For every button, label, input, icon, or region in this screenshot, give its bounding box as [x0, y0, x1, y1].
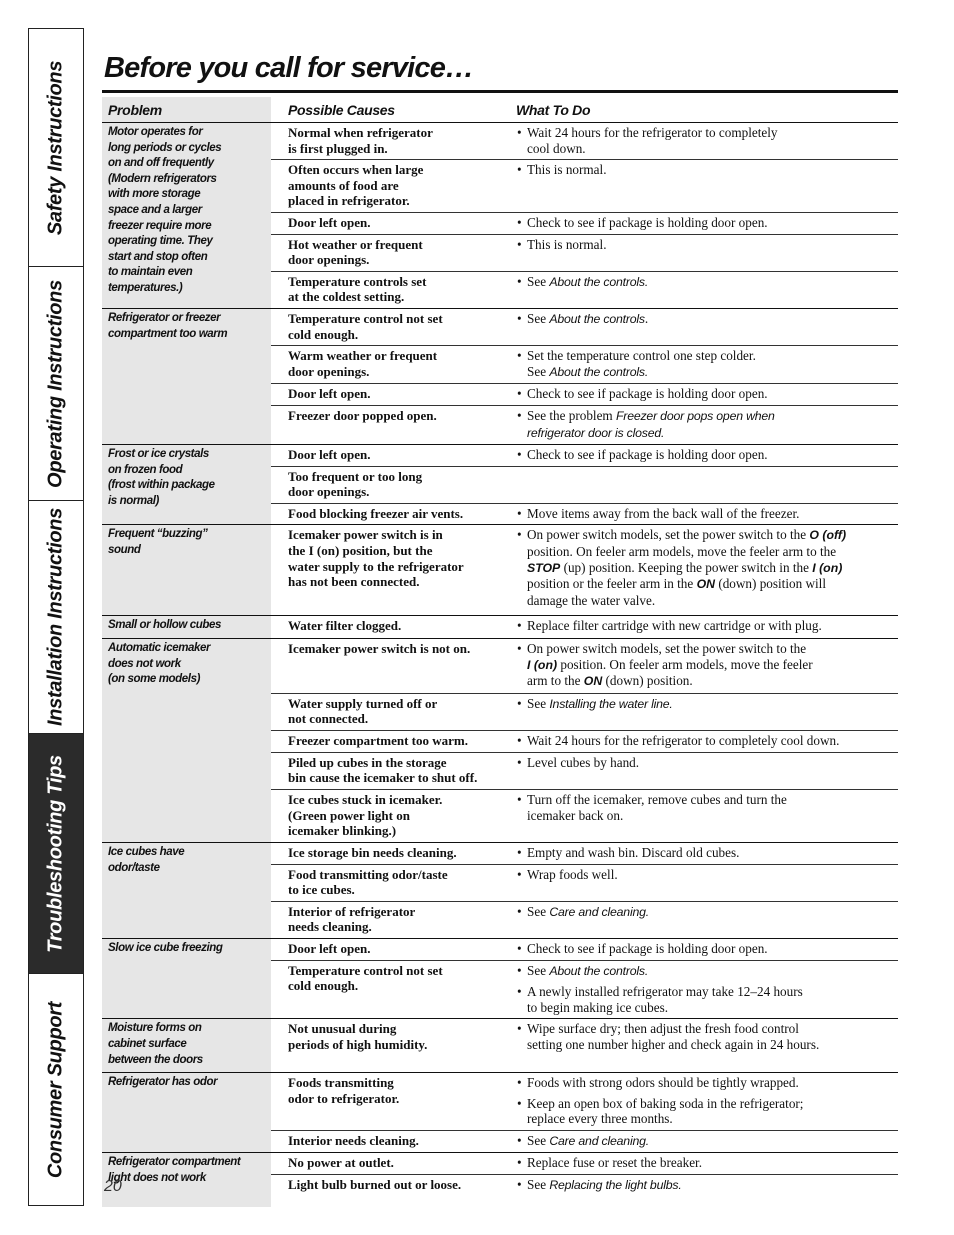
- problem-label: Frequent “buzzing” sound: [108, 528, 208, 557]
- table-row: [271, 961, 898, 1019]
- what-to-do: [499, 843, 898, 864]
- cause-rows: [271, 939, 898, 1018]
- remedy-text: This is normal.: [527, 162, 607, 178]
- remedy-text: Level cubes by hand.: [527, 754, 640, 770]
- problem-label: Moisture forms on cabinet surface between the doors: [108, 1022, 203, 1066]
- remedy-text: See: [527, 903, 550, 919]
- table-body: [102, 123, 898, 1197]
- what-to-do: [499, 1175, 898, 1197]
- remedy-text: Check to see if package is holding door open.: [527, 940, 768, 956]
- remedy-bullet: [517, 348, 898, 380]
- remedy-bullet: [517, 696, 898, 713]
- problem-label: Slow ice cube freezing: [108, 941, 223, 954]
- table-row: [271, 525, 898, 615]
- remedy-text: Empty and wash bin. Discard old cubes.: [527, 844, 740, 860]
- what-to-do: [499, 445, 898, 466]
- what-to-do: [499, 616, 898, 637]
- remedy-bullet: [517, 1075, 898, 1091]
- possible-cause: Ice storage bin needs cleaning.: [288, 844, 457, 860]
- remedy-bullet: [517, 904, 898, 921]
- tab-label: Operating Instructions: [44, 279, 67, 488]
- table-row: [271, 1153, 898, 1175]
- cause-rows: [271, 445, 898, 524]
- problem-group: [102, 1019, 898, 1073]
- table-row: [271, 639, 898, 694]
- remedy-bullet: [517, 1021, 898, 1052]
- cause-rows: [271, 843, 898, 938]
- header-problem: Problem: [108, 102, 162, 118]
- remedy-text: Replace fuse or reset the breaker.: [527, 1155, 703, 1171]
- possible-cause: Hot weather or frequent door openings.: [288, 236, 423, 268]
- remedy-bullet: [517, 755, 898, 771]
- table-row: [271, 272, 898, 308]
- header-what-to-do: What To Do: [516, 102, 591, 118]
- what-to-do: [499, 939, 898, 960]
- remedy-bullet: [517, 274, 898, 291]
- remedy-text: See: [527, 695, 550, 711]
- table-row: [271, 843, 898, 865]
- what-to-do: [499, 961, 898, 1019]
- possible-cause: Icemaker power switch is not on.: [288, 641, 471, 657]
- possible-cause: Too frequent or too long door openings.: [288, 468, 423, 500]
- table-row: [271, 694, 898, 731]
- tab-label: Safety Instructions: [44, 60, 67, 235]
- possible-cause: Door left open.: [288, 214, 371, 230]
- what-to-do: [499, 384, 898, 405]
- emphasis-text: ON: [696, 577, 716, 592]
- remedy-bullet: [517, 162, 898, 178]
- remedy-text: Move items away from the back wall of the freezer.: [527, 505, 800, 521]
- possible-cause: Temperature controls set at the coldest setting.: [288, 273, 427, 305]
- cause-rows: [271, 1153, 898, 1196]
- remedy-bullet: [517, 867, 898, 883]
- title-rule: [102, 90, 898, 93]
- emphasis-text: O (off): [809, 528, 847, 543]
- possible-cause: Light bulb burned out or loose.: [288, 1177, 462, 1193]
- what-to-do: [499, 160, 898, 212]
- what-to-do: [499, 1073, 898, 1130]
- what-to-do: [499, 865, 898, 901]
- what-to-do: [499, 753, 898, 790]
- remedy-text: Wipe surface dry; then adjust the fresh food control setting one number higher and check again in 24 hours.: [527, 1021, 820, 1052]
- remedy-bullet: [517, 527, 898, 608]
- possible-cause: Foods transmitting odor to refrigerator.: [288, 1075, 400, 1106]
- possible-cause: Temperature control not set cold enough.: [288, 962, 443, 994]
- what-to-do: [499, 309, 898, 345]
- remedy-text: Foods with strong odors should be tightly wrapped.: [527, 1075, 799, 1091]
- what-to-do: [499, 235, 898, 271]
- what-to-do: [499, 1019, 898, 1069]
- table-row: [271, 1019, 898, 1069]
- table-row: [271, 346, 898, 384]
- table-row: [271, 235, 898, 272]
- remedy-bullet: [517, 733, 898, 749]
- possible-cause: Freezer compartment too warm.: [288, 733, 468, 748]
- possible-cause: Warm weather or frequent door openings.: [288, 348, 438, 379]
- emphasis-text: Replacing the light bulbs.: [549, 1178, 682, 1193]
- what-to-do: [499, 504, 898, 525]
- tab-operating-instructions[interactable]: [29, 267, 83, 501]
- emphasis-text: Care and cleaning.: [549, 904, 649, 919]
- table-row: [271, 616, 898, 637]
- emphasis-text: I (on): [527, 657, 558, 672]
- problem-group: [102, 525, 898, 616]
- table-row: [271, 504, 898, 525]
- what-to-do: [499, 694, 898, 730]
- problem-group: [102, 1073, 898, 1153]
- what-to-do: [499, 902, 898, 938]
- remedy-bullet: [517, 1155, 898, 1171]
- remedy-text: Check to see if package is holding door open.: [527, 447, 768, 463]
- remedy-bullet: [517, 408, 898, 441]
- problem-group: [102, 1153, 898, 1196]
- remedy-text: On power switch models, set the power switch to the: [527, 527, 810, 543]
- cause-rows: [271, 639, 898, 842]
- remedy-text: Turn off the icemaker, remove cubes and turn the icemaker back on.: [527, 792, 787, 823]
- possible-cause: Interior needs cleaning.: [288, 1132, 419, 1148]
- possible-cause: No power at outlet.: [288, 1155, 394, 1171]
- cause-rows: [271, 525, 898, 615]
- what-to-do: [499, 525, 898, 615]
- emphasis-text: About the controls.: [549, 364, 649, 379]
- possible-cause: Food transmitting odor/taste to ice cubes.: [288, 866, 448, 898]
- emphasis-text: STOP: [527, 560, 561, 575]
- remedy-text: See: [527, 310, 550, 326]
- possible-cause: Piled up cubes in the storage bin cause the icemaker to shut off.: [288, 754, 478, 786]
- what-to-do: [499, 213, 898, 234]
- remedy-text: Wait 24 hours for the refrigerator to completely cool down.: [527, 733, 840, 748]
- table-row: [271, 467, 898, 504]
- table-row: [271, 731, 898, 753]
- troubleshooting-table: [102, 97, 898, 1197]
- remedy-bullet: [517, 447, 898, 463]
- what-to-do: [499, 467, 898, 503]
- remedy-text: (down) position.: [602, 673, 693, 689]
- remedy-text: See: [527, 962, 550, 978]
- remedy-text: Keep an open box of baking soda in the refrigerator; replace every three months.: [527, 1095, 804, 1127]
- table-row: [271, 1131, 898, 1153]
- possible-cause: Interior of refrigerator needs cleaning.: [288, 903, 416, 935]
- tab-installation-instructions[interactable]: [29, 501, 83, 734]
- possible-cause: Door left open.: [288, 940, 371, 956]
- remedy-text: position. On feeler arm models, move the feeler arm to the: [527, 656, 813, 689]
- possible-cause: Icemaker power switch is in the I (on) position, but the water supply to the refrigerator has not been connected.: [288, 527, 464, 590]
- remedy-text: (down) position will damage the water valve.: [527, 576, 827, 608]
- table-row: [271, 865, 898, 902]
- problem-label: Refrigerator compartment light does not work: [108, 1156, 241, 1185]
- side-navigation-tabs: [28, 28, 84, 1206]
- possible-cause: Ice cubes stuck in icemaker. (Green power light on icemaker blinking.): [288, 792, 443, 839]
- page-title: Before you call for service…: [104, 52, 474, 84]
- remedy-text: position or the feeler arm in the: [527, 576, 694, 592]
- tab-label: Troubleshooting Tips: [44, 754, 67, 953]
- emphasis-text: I (on): [812, 560, 843, 575]
- table-row: [271, 939, 898, 961]
- problem-group: [102, 939, 898, 1019]
- page-number: 20: [104, 1178, 122, 1195]
- emphasis-text: About the controls: [549, 311, 645, 326]
- tab-troubleshooting-tips[interactable]: [29, 734, 83, 974]
- remedy-bullet: [517, 1177, 898, 1194]
- what-to-do: [499, 639, 898, 693]
- problem-group: [102, 445, 898, 525]
- remedy-bullet: [517, 386, 898, 402]
- table-row: [271, 790, 898, 842]
- cause-rows: [271, 1073, 898, 1152]
- remedy-bullet: [517, 311, 898, 328]
- table-row: [271, 406, 898, 444]
- remedy-bullet: [517, 215, 898, 231]
- emphasis-text: Installing the water line.: [549, 696, 673, 711]
- possible-cause: Door left open.: [288, 386, 371, 402]
- remedy-text: See: [527, 273, 550, 289]
- emphasis-text: Freezer door pops open when refrigerator door is closed.: [527, 408, 775, 440]
- remedy-text: Check to see if package is holding door open.: [527, 214, 768, 230]
- table-row: [271, 1073, 898, 1131]
- cause-rows: [271, 616, 898, 638]
- problem-label: Automatic icemaker does not work (on some models): [108, 642, 211, 686]
- remedy-text: This is normal.: [527, 236, 607, 252]
- remedy-text: position. On feeler arm models, move the feeler arm to the: [527, 544, 837, 560]
- table-row: [271, 213, 898, 235]
- emphasis-text: About the controls.: [549, 274, 649, 289]
- remedy-text: Set the temperature control one step colder. See: [527, 348, 756, 379]
- what-to-do: [499, 272, 898, 308]
- table-row: [271, 309, 898, 346]
- what-to-do: [499, 790, 898, 842]
- remedy-text: See: [527, 1177, 550, 1193]
- problem-group: [102, 123, 898, 309]
- possible-cause: Food blocking freezer air vents.: [288, 505, 464, 521]
- table-row: [271, 1175, 898, 1197]
- problem-label: Small or hollow cubes: [108, 619, 222, 632]
- cause-rows: [271, 123, 898, 308]
- problem-label: Frost or ice crystals on frozen food (frost within package is normal): [108, 448, 215, 507]
- table-row: [271, 160, 898, 213]
- emphasis-text: About the controls.: [549, 963, 649, 978]
- tab-label: Installation Instructions: [44, 507, 67, 727]
- possible-cause: Normal when refrigerator is first plugged in.: [288, 125, 433, 156]
- remedy-text: .: [644, 310, 649, 326]
- table-row: [271, 902, 898, 938]
- tab-safety-instructions[interactable]: [29, 29, 83, 267]
- what-to-do: [499, 731, 898, 752]
- what-to-do: [499, 406, 898, 444]
- possible-cause: Water filter clogged.: [288, 618, 402, 634]
- remedy-bullet: [517, 792, 898, 823]
- table-row: [271, 384, 898, 406]
- table-row: [271, 753, 898, 791]
- remedy-bullet: [517, 941, 898, 957]
- emphasis-text: Care and cleaning.: [549, 1133, 649, 1148]
- remedy-bullet: [517, 641, 898, 690]
- remedy-bullet: [517, 963, 898, 980]
- problem-label: Refrigerator or freezer compartment too warm: [108, 311, 228, 340]
- remedy-bullet: [517, 984, 898, 1015]
- what-to-do: [499, 1131, 898, 1153]
- problem-label: Ice cubes have odor/taste: [108, 845, 185, 874]
- possible-cause: Freezer door popped open.: [288, 407, 437, 423]
- remedy-bullet: [517, 618, 898, 634]
- problem-label: Motor operates for long periods or cycles on and off frequently (Modern refrigerators with more storage space and a larger freezer require more operating time. They start and stop often to maintain even temperatures.): [108, 126, 222, 294]
- table-row: [271, 123, 898, 160]
- remedy-bullet: [517, 125, 898, 156]
- problem-label: Refrigerator has odor: [108, 1076, 218, 1089]
- what-to-do: [499, 346, 898, 383]
- remedy-bullet: [517, 237, 898, 253]
- tab-label: Consumer Support: [44, 1001, 67, 1178]
- remedy-bullet: [517, 845, 898, 861]
- remedy-text: A newly installed refrigerator may take 12–24 hours to begin making ice cubes.: [527, 984, 803, 1015]
- cause-rows: [271, 1019, 898, 1072]
- possible-cause: Not unusual during periods of high humidity.: [288, 1021, 428, 1052]
- table-row: [271, 445, 898, 467]
- problem-group: [102, 309, 898, 445]
- remedy-text: On power switch models, set the power switch to the: [527, 641, 807, 657]
- possible-cause: Temperature control not set cold enough.: [288, 310, 443, 342]
- problem-group: [102, 843, 898, 939]
- possible-cause: Door left open.: [288, 447, 371, 463]
- remedy-bullet: [517, 1096, 898, 1127]
- remedy-bullet: [517, 506, 898, 522]
- header-possible-causes: Possible Causes: [288, 102, 395, 118]
- tab-consumer-support[interactable]: [29, 974, 83, 1205]
- remedy-text: Wrap foods well.: [527, 866, 618, 882]
- what-to-do: [499, 1153, 898, 1174]
- remedy-text: Replace filter cartridge with new cartridge or with plug.: [527, 618, 822, 634]
- remedy-text: See the problem: [527, 407, 616, 423]
- possible-cause: Often occurs when large amounts of food are placed in refrigerator.: [288, 162, 424, 209]
- problem-group: [102, 639, 898, 843]
- possible-cause: Water supply turned off or not connected.: [288, 695, 438, 727]
- problem-group: [102, 616, 898, 639]
- emphasis-text: ON: [583, 674, 603, 689]
- remedy-text: (up) position. Keeping the power switch in the: [560, 559, 813, 575]
- cause-rows: [271, 309, 898, 444]
- table-header-row: [102, 97, 898, 123]
- remedy-text: Check to see if package is holding door open.: [527, 386, 768, 402]
- remedy-text: Wait 24 hours for the refrigerator to completely cool down.: [527, 125, 778, 156]
- remedy-bullet: [517, 1133, 898, 1150]
- remedy-text: See: [527, 1132, 550, 1148]
- what-to-do: [499, 123, 898, 159]
